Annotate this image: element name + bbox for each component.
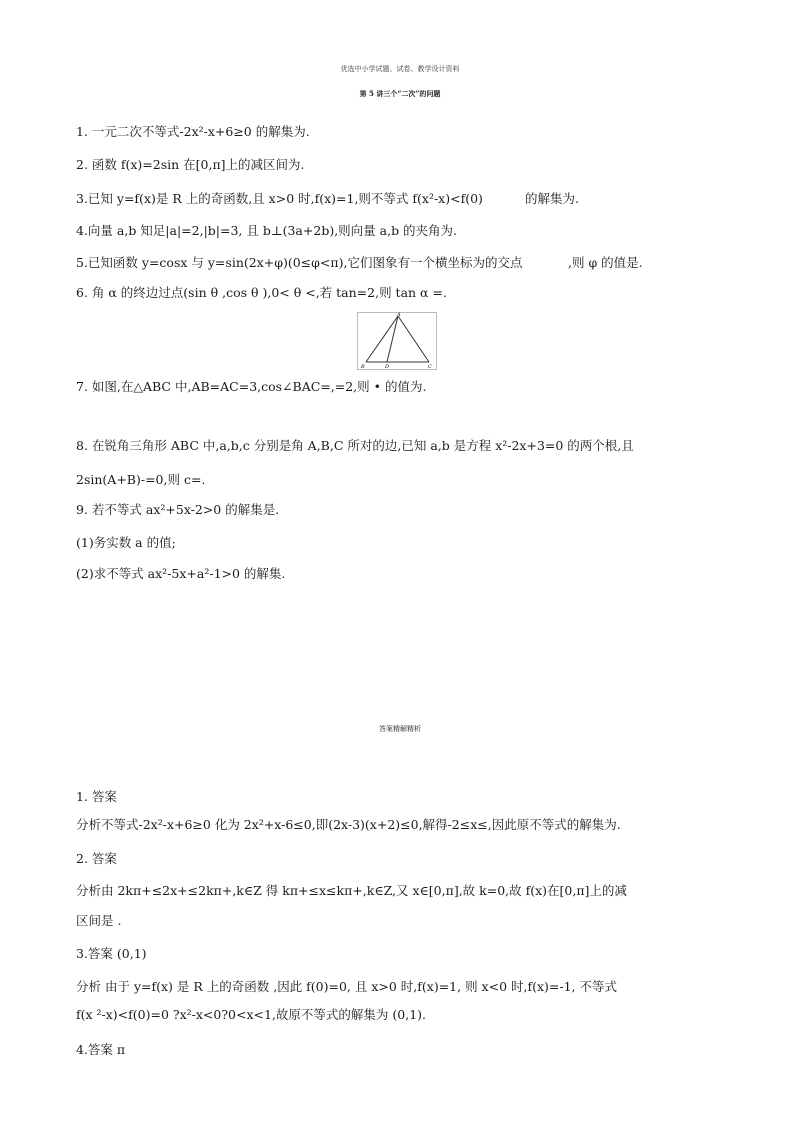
- answer-3-label: 3.答案 (0,1): [76, 946, 147, 961]
- problem-3: 3.已知 y=f(x)是 R 上的奇函数,且 x>0 时,f(x)=1,则不等式 f(x²-x)<f(0): [76, 191, 483, 206]
- label-a: A: [397, 312, 401, 318]
- answer-1-text: 分析不等式-2x²-x+6≥0 化为 2x²+x-6≤0,即(2x-3)(x+2)≤0,解得-2≤x≤,因此原不等式的解集为.: [76, 817, 621, 832]
- answer-4-label: 4.答案 π: [76, 1042, 126, 1057]
- problem-4: 4.向量 a,b 知足|a|=2,|b|=3, 且 b⊥(3a+2b),则向量 a,b 的夹角为.: [76, 223, 458, 238]
- problem-3-tail: 的解集为.: [525, 191, 579, 206]
- side-ac: [398, 316, 429, 362]
- problem-9-part1: (1)务实数 a 的值;: [76, 535, 176, 550]
- header-banner: 优选中小学试题、试卷、教学设计资料: [340, 65, 460, 73]
- problem-8-line2: 2sin(A+B)-=0,则 c=.: [76, 472, 206, 487]
- page-title: 第 5 讲三个“二次”的问题: [359, 89, 441, 98]
- problem-6: 6. 角 α 的终边过点(sin θ ,cos θ ),0< θ <,若 tan=2,则 tan α =.: [76, 285, 447, 300]
- label-c: C: [428, 364, 432, 370]
- answer-1-label: 1. 答案: [76, 789, 117, 804]
- problem-2: 2. 函数 f(x)=2sin 在[0,π]上的减区间为.: [76, 157, 305, 172]
- answer-3-text: 分析 由于 y=f(x) 是 R 上的奇函数 ,因此 f(0)=0, 且 x>0 时,f(x)=1, 则 x<0 时,f(x)=-1, 不等式: [76, 979, 617, 994]
- problem-9: 9. 若不等式 ax²+5x-2>0 的解集是.: [76, 502, 280, 517]
- problem-9-part2: (2)求不等式 ax²-5x+a²-1>0 的解集.: [76, 566, 286, 581]
- problem-8: 8. 在锐角三角形 ABC 中,a,b,c 分别是角 A,B,C 所对的边,已知 a,b 是方程 x²-2x+3=0 的两个根,且: [76, 438, 634, 453]
- answer-2-text-line2: 区间是 .: [76, 913, 122, 928]
- triangle-figure: [357, 312, 437, 370]
- answer-2-label: 2. 答案: [76, 851, 117, 866]
- segment-ad: [387, 316, 398, 362]
- answers-heading: 答案精解精析: [379, 725, 421, 733]
- problem-7: 7. 如图,在△ABC 中,AB=AC=3,cos∠BAC=,=2,则 • 的值为.: [76, 379, 427, 394]
- answer-3-text-line2: f(x ²-x)<f(0)=0 ?x²-x<0?0<x<1,故原不等式的解集为 (0,1).: [76, 1007, 427, 1022]
- label-d: D: [385, 364, 390, 370]
- label-b: B: [361, 364, 365, 370]
- problem-1: 1. 一元二次不等式-2x²-x+6≥0 的解集为.: [76, 124, 310, 139]
- problem-5-tail: ,则 φ 的值是.: [568, 255, 643, 270]
- problem-5: 5.已知函数 y=cosx 与 y=sin(2x+φ)(0≤φ<π),它们图象有一个横坐标为的交点: [76, 255, 523, 270]
- side-ab: [366, 316, 398, 362]
- answer-2-text: 分析由 2kπ+≤2x+≤2kπ+,k∈Z 得 kπ+≤x≤kπ+,k∈Z,又 x∈[0,π],故 k=0,故 f(x)在[0,π]上的减: [76, 883, 627, 898]
